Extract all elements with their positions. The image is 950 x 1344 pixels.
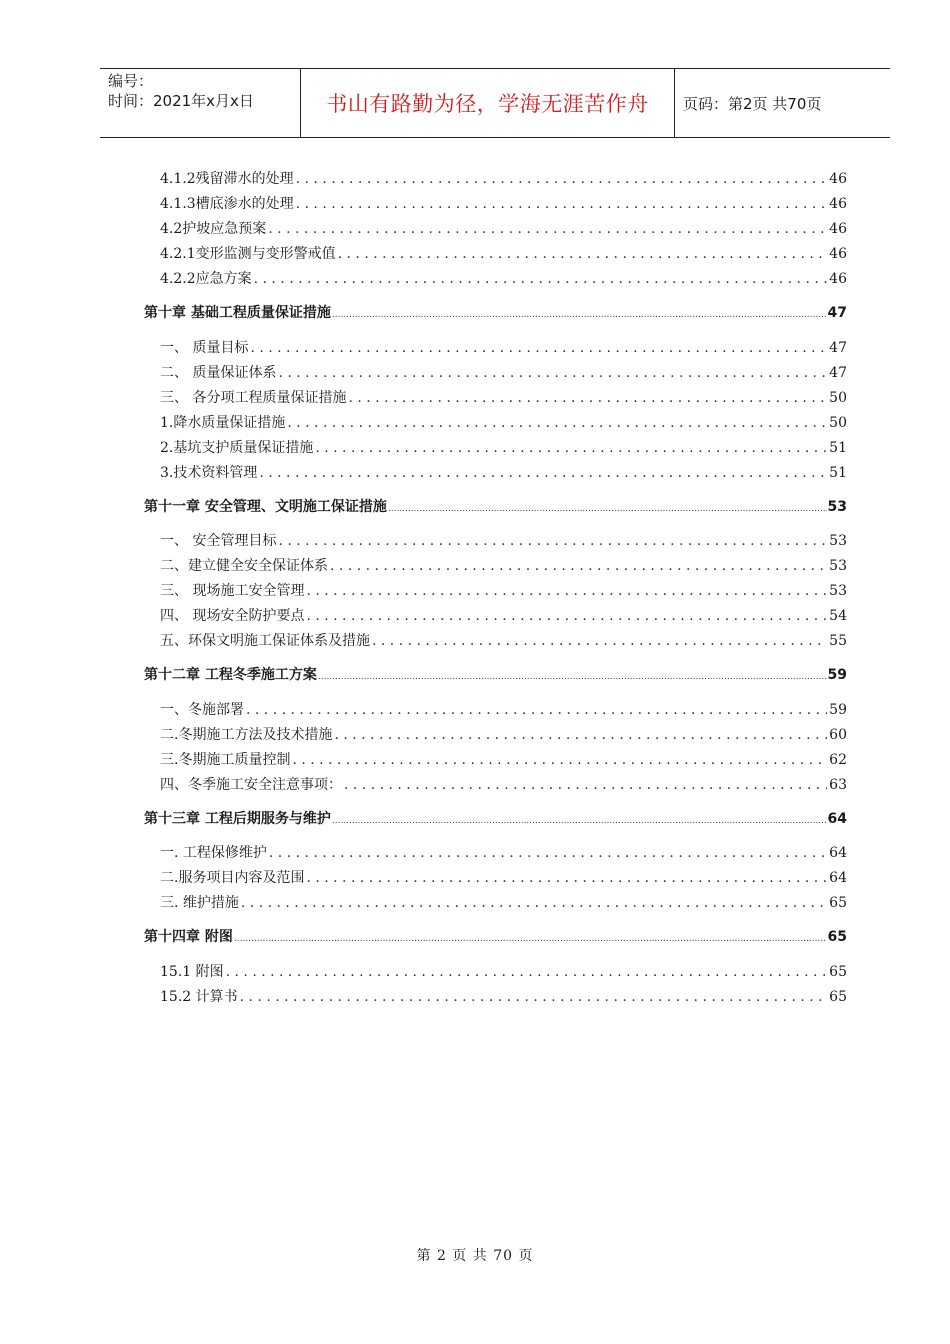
dot-leader	[278, 530, 827, 552]
dot-leader	[240, 986, 828, 1008]
toc-entry-label: 二、建立健全安全保证体系	[160, 558, 328, 574]
toc-entry[interactable]	[160, 986, 847, 1008]
toc-entry-label: 第十四章 附图	[144, 929, 233, 945]
serial-label: 编号：	[108, 72, 154, 90]
toc-entry[interactable]	[160, 168, 847, 190]
toc-entry[interactable]	[160, 724, 847, 746]
dot-leader	[332, 302, 827, 326]
toc-entry-label: 4.2.2应急方案	[160, 271, 252, 287]
toc-entry-label: 15.1 附图	[160, 964, 224, 980]
toc-entry-page: 65	[829, 989, 847, 1005]
toc-entry-label: 二、 质量保证体系	[160, 365, 277, 381]
dot-leader	[296, 168, 828, 190]
dot-leader	[287, 412, 827, 434]
toc-entry-page: 64	[829, 845, 847, 861]
dot-leader	[296, 193, 828, 215]
dot-leader	[254, 268, 828, 290]
toc-entry[interactable]	[160, 555, 847, 577]
dot-leader	[306, 867, 827, 889]
toc-entry-label: 三、 现场施工安全管理	[160, 583, 305, 599]
toc-entry-page: 63	[829, 777, 847, 793]
page-footer: 第 2 页 共 70 页	[416, 1248, 534, 1264]
toc-entry[interactable]	[160, 892, 847, 914]
page-header	[100, 68, 890, 138]
toc-entry-label: 一、冬施部署	[160, 702, 244, 718]
dot-leader	[338, 243, 828, 265]
toc-chapter-entry[interactable]	[144, 496, 847, 518]
dot-leader	[268, 218, 827, 240]
toc-entry-page: 50	[829, 415, 847, 431]
dot-leader	[334, 724, 827, 746]
toc-entry-label: 一. 工程保修维护	[160, 845, 267, 861]
toc-entry-page: 47	[829, 365, 847, 381]
toc-entry-page: 65	[829, 964, 847, 980]
toc-entry-page: 51	[829, 465, 847, 481]
toc-entry-label: 一、 安全管理目标	[160, 533, 277, 549]
toc-entry-page: 60	[829, 727, 847, 743]
dot-leader	[348, 387, 827, 409]
toc-entry-page: 59	[829, 702, 847, 718]
dot-leader	[344, 774, 827, 796]
dot-leader	[246, 699, 827, 721]
toc-entry[interactable]	[160, 437, 847, 459]
toc-entry[interactable]	[160, 774, 847, 796]
toc-entry-label: 四、冬季施工安全注意事项：	[160, 777, 342, 793]
toc-entry-label: 二.服务项目内容及范围	[160, 870, 305, 886]
toc-entry-page: 53	[829, 558, 847, 574]
toc-entry-page: 53	[827, 499, 847, 515]
dot-leader	[269, 842, 827, 864]
toc-entry-page: 46	[829, 271, 847, 287]
toc-entry-page: 53	[829, 583, 847, 599]
toc-entry[interactable]	[160, 580, 847, 602]
dot-leader	[372, 630, 827, 652]
toc-entry-page: 64	[829, 870, 847, 886]
toc-entry[interactable]	[160, 630, 847, 652]
toc-entry-label: 一、 质量目标	[160, 340, 249, 356]
toc-entry[interactable]	[160, 530, 847, 552]
toc-entry-page: 46	[829, 246, 847, 262]
dot-leader	[241, 892, 827, 914]
toc-chapter-entry[interactable]	[144, 302, 847, 324]
toc-entry-page: 65	[827, 929, 847, 945]
dot-leader	[226, 961, 828, 983]
toc-entry-label: 15.2 计算书	[160, 989, 238, 1005]
toc-entry-label: 三. 维护措施	[160, 895, 239, 911]
toc-entry-label: 第十章 基础工程质量保证措施	[144, 305, 331, 321]
dot-leader	[330, 555, 827, 577]
toc-entry-page: 55	[829, 633, 847, 649]
dot-leader	[278, 362, 827, 384]
toc-entry-label: 二.冬期施工方法及技术措施	[160, 727, 333, 743]
toc-entry[interactable]	[160, 193, 847, 215]
toc-entry-label: 4.2.1变形监测与变形警戒值	[160, 246, 336, 262]
toc-entry-label: 4.1.3槽底渗水的处理	[160, 196, 294, 212]
toc-entry-label: 4.2护坡应急预案	[160, 221, 267, 237]
toc-entry-page: 46	[829, 171, 847, 187]
dot-leader	[250, 337, 827, 359]
toc-entry[interactable]	[160, 842, 847, 864]
dot-leader	[234, 926, 827, 950]
toc-entry[interactable]	[160, 337, 847, 359]
toc-entry[interactable]	[160, 961, 847, 983]
toc-entry-label: 第十二章 工程冬季施工方案	[144, 667, 317, 683]
toc-entry-label: 第十三章 工程后期服务与维护	[144, 811, 331, 827]
dot-leader	[332, 808, 827, 832]
header-meta	[100, 69, 301, 137]
toc-entry-label: 五、环保文明施工保证体系及措施	[160, 633, 370, 649]
dot-leader	[388, 496, 827, 520]
toc-entry-page: 64	[827, 811, 847, 827]
toc-entry[interactable]	[160, 605, 847, 627]
toc-entry[interactable]	[160, 362, 847, 384]
time-label: 时间：2021年x月x日	[108, 92, 254, 110]
toc-entry-page: 46	[829, 196, 847, 212]
toc-entry[interactable]	[160, 412, 847, 434]
toc-entry-label: 4.1.2残留滞水的处理	[160, 171, 294, 187]
toc-entry-page: 62	[829, 752, 847, 768]
toc-entry-page: 47	[827, 305, 847, 321]
toc-entry-label: 1.降水质量保证措施	[160, 415, 286, 431]
toc-entry[interactable]	[160, 243, 847, 265]
toc-entry[interactable]	[160, 749, 847, 771]
toc-entry[interactable]	[160, 699, 847, 721]
toc-entry-label: 三.冬期施工质量控制	[160, 752, 291, 768]
toc-chapter-entry[interactable]	[144, 664, 847, 686]
toc-entry-page: 53	[829, 533, 847, 549]
toc-chapter-entry[interactable]	[144, 926, 847, 948]
toc-entry-label: 3.技术资料管理	[160, 465, 258, 481]
toc-chapter-entry[interactable]	[144, 808, 847, 830]
toc-entry[interactable]	[160, 218, 847, 240]
toc-entry-page: 65	[829, 895, 847, 911]
toc-entry-page: 54	[829, 608, 847, 624]
dot-leader	[318, 664, 827, 688]
toc-entry[interactable]	[160, 867, 847, 889]
dot-leader	[259, 462, 827, 484]
toc-entry-page: 51	[829, 440, 847, 456]
toc-entry-label: 2.基坑支护质量保证措施	[160, 440, 314, 456]
dot-leader	[306, 580, 827, 602]
toc-entry-page: 46	[829, 221, 847, 237]
dot-leader	[315, 437, 827, 459]
header-motto: 书山有路勤为径，学海无涯苦作舟	[301, 69, 675, 137]
toc-entry-label: 第十一章 安全管理、文明施工保证措施	[144, 499, 387, 515]
toc-entry-page: 50	[829, 390, 847, 406]
toc-entry-label: 四、 现场安全防护要点	[160, 608, 305, 624]
toc-entry[interactable]	[160, 462, 847, 484]
dot-leader	[292, 749, 827, 771]
dot-leader	[306, 605, 827, 627]
header-page-label: 页码：第2页 共70页	[683, 94, 822, 113]
toc-entry-page: 47	[829, 340, 847, 356]
toc-entry[interactable]	[160, 268, 847, 290]
toc-entry[interactable]	[160, 387, 847, 409]
toc-entry-label: 三、 各分项工程质量保证措施	[160, 390, 347, 406]
toc-entry-page: 59	[827, 667, 847, 683]
